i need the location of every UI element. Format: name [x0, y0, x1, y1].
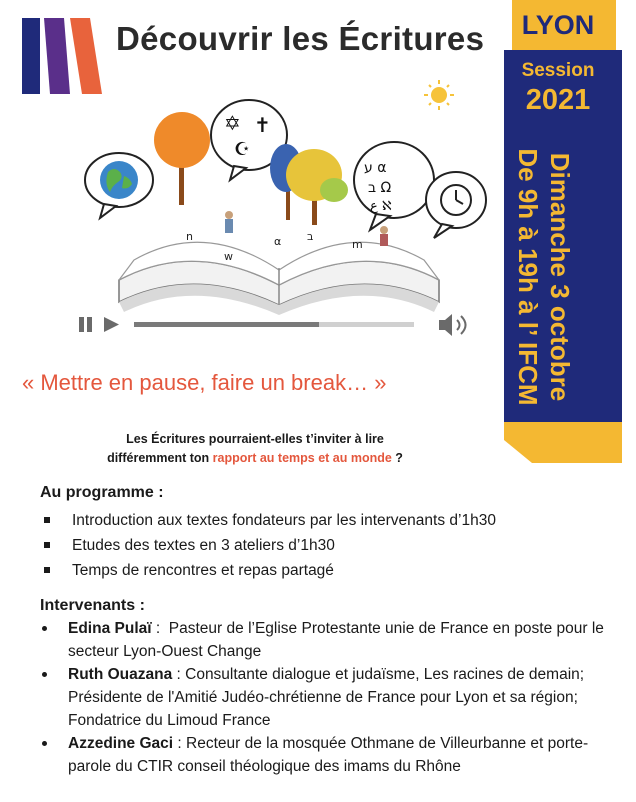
question-line-2-suffix: ? — [391, 451, 403, 465]
svg-text:n: n — [186, 230, 193, 243]
svg-text:w: w — [224, 250, 233, 263]
speaker-name: Edina Pulaï — [68, 620, 152, 637]
svg-text:ع ℵ: ع ℵ — [370, 199, 392, 214]
intervenants-list — [40, 617, 620, 778]
svg-text:m: m — [352, 238, 363, 251]
question-text — [60, 430, 450, 468]
list-item: Azzedine Gaci : Recteur de la mosquée Othmane de Villeurbanne et porte-parole du CTIR conseil théologique des imams du Rhône — [40, 732, 620, 778]
list-item: Edina Pulaï : Pasteur de l’Eglise Protestante unie de France en poste pour le secteur Lyon-Ouest Change — [40, 617, 620, 663]
banner-time-text — [513, 7, 543, 547]
banner-session-label: Session — [521, 60, 595, 81]
svg-text:ע α: ע α — [364, 160, 387, 176]
speaker-name: Azzedine Gaci — [68, 735, 174, 752]
banner-city: LYON — [521, 10, 595, 40]
bullet-icon — [44, 517, 50, 523]
quote-text: « Mettre en pause, faire un break… » — [22, 370, 387, 395]
intervenants-title: Intervenants : — [40, 597, 145, 614]
bullet-icon — [42, 626, 47, 631]
earth-icon — [85, 153, 153, 218]
banner-date-text — [545, 7, 575, 547]
list-item: Temps de rencontres et repas partagé — [40, 558, 600, 583]
svg-text:✝: ✝ — [254, 113, 271, 137]
bullet-icon — [42, 741, 47, 746]
programme-title: Au programme : — [40, 484, 164, 501]
list-item: Ruth Ouazana : Consultante dialogue et judaïsme, Les racines de demain; Présidente de l'Amitié Judéo-chrétienne de France pour Lyon et sa région; Fondatrice du Limoud France — [40, 663, 620, 732]
banner-time-line: De 9h à 19h à l’ IFCM — [513, 148, 543, 406]
bullet-icon — [44, 542, 50, 548]
svg-text:☪: ☪ — [234, 139, 251, 160]
question-line-2 — [60, 449, 450, 468]
sun-icon — [424, 80, 454, 110]
question-highlight: rapport au temps et au monde — [212, 451, 392, 465]
svg-text:✡: ✡ — [224, 111, 241, 135]
question-line-1: Les Écritures pourraient-elles t’inviter à lire — [126, 432, 384, 446]
banner-year: 2021 — [525, 84, 591, 116]
open-book-icon — [119, 211, 439, 315]
list-item: Etudes des textes en 3 ateliers d’1h30 — [40, 533, 600, 558]
speaker-name: Ruth Ouazana — [68, 666, 173, 683]
open-book-illustration — [64, 80, 494, 340]
bullet-icon — [42, 672, 47, 677]
banner-date-line: Dimanche 3 octobre — [545, 152, 575, 402]
speaker-description: Pasteur de l’Eglise Protestante unie de France en poste pour le secteur Lyon-Ouest Change — [68, 620, 604, 660]
svg-text:ב Ω: ב Ω — [368, 180, 392, 196]
bullet-icon — [44, 567, 50, 573]
svg-text:α: α — [274, 235, 282, 248]
list-item: Introduction aux textes fondateurs par les intervenants d’1h30 — [40, 508, 600, 533]
speaker-description: Consultante dialogue et judaïsme, Les racines de demain; Présidente de l'Amitié Judéo-chrétienne de France pour Lyon et sa région; Fondatrice du Limoud France — [68, 666, 585, 729]
page-title: Découvrir les Écritures — [116, 20, 485, 57]
speaker-description: Recteur de la mosquée Othmane de Villeurbanne et porte-parole du CTIR conseil théologique des imams du Rhône — [68, 735, 589, 775]
media-player-icon — [79, 314, 466, 336]
svg-text:ב: ב — [307, 230, 314, 243]
programme-list — [40, 508, 600, 583]
clock-icon — [426, 172, 486, 238]
question-line-2-prefix: différemment ton — [107, 451, 213, 465]
letters-icon — [354, 142, 434, 230]
